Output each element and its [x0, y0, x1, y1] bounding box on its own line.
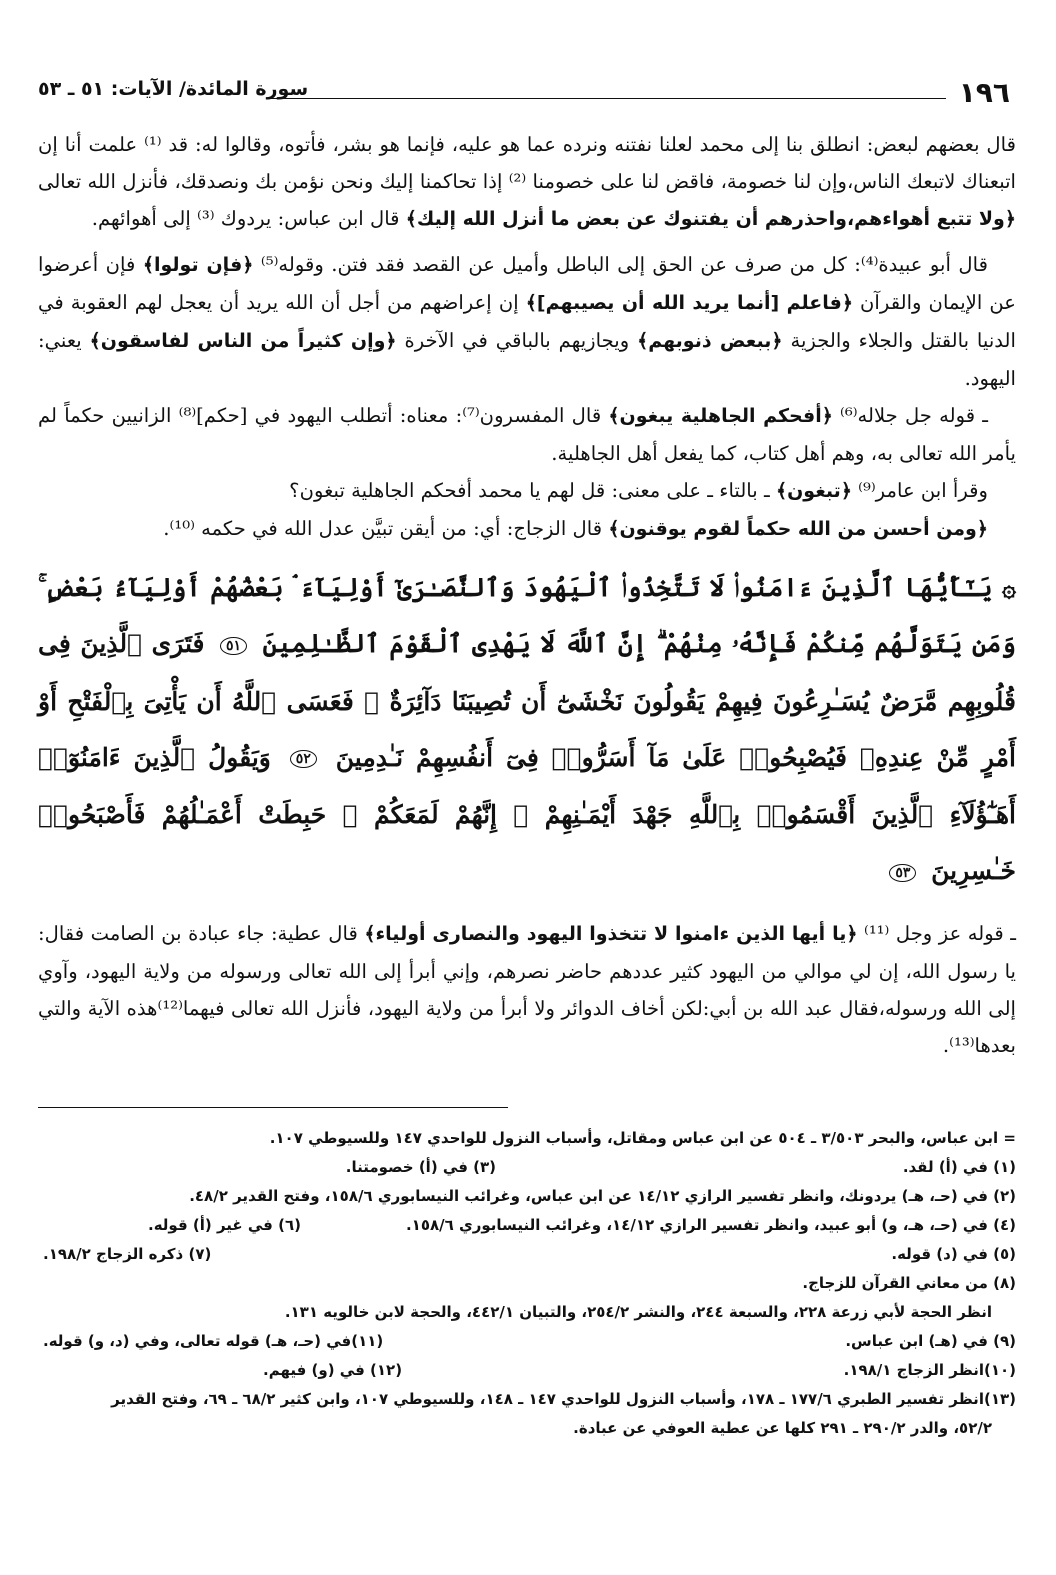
verse-53: وَيَقُولُ ٱلَّذِينَ ءَامَنُوٓا۟ أَهَـٰٓؤُلَآءِ ٱلَّذِينَ أَقْسَمُوا۟ بِٱللَّهِ جَهْدَ أَيْمَـٰنِهِمْ ۙ إِنَّهُمْ لَمَعَكُمْ ۚ حَبِطَتْ أَعْمَـٰلُهُمْ فَأَصْبَحُوا۟ خَـٰسِرِينَ [38, 742, 1016, 885]
verse-52: فَتَرَى ٱلَّذِينَ فِى قُلُوبِهِم مَّرَضٌ يُسَـٰرِعُونَ فِيهِمْ يَقُولُونَ نَخْشَىٰٓ أَن تُصِيبَنَا دَآئِرَةٌ ۚ فَعَسَى ٱللَّهُ أَن يَأْتِىَ بِٱلْفَتْحِ أَوْ أَمْرٍ مِّنْ عِندِهِۦ فَيُصْبِحُوا۟ عَلَىٰ مَآ أَسَرُّوا۟ فِىٓ أَنفُسِهِمْ نَـٰدِمِينَ [38, 629, 1016, 772]
footnote-9: (٩) في (هـ) ابن عباس. [845, 1332, 1016, 1350]
verse-51: يَـٰٓأَيُّهَا ٱلَّذِينَ ءَامَنُوا۟ لَا تَتَّخِذُوا۟ ٱلْيَهُودَ وَٱلنَّصَـٰرَىٰٓ أَوْلِيَآءَ ۘ بَعْضُهُمْ أَوْلِيَآءُ بَعْضٍ ۚ وَمَن يَتَوَلَّهُم مِّنكُمْ فَإِنَّهُۥ مِنْهُمْ ۗ إِنَّ ٱللَّهَ لَا يَهْدِى ٱلْقَوْمَ ٱلظَّـٰلِمِينَ [38, 573, 1016, 658]
footnote-5: (٥) في (د) قوله. [891, 1245, 1016, 1263]
footnote-continued: = ابن عباس، والبحر ٣/٥٠٣ ـ ٥٠٤ عن ابن عباس ومقاتل، وأسباب النزول للواحدي ١٤٧ وللسيوطي ١٠٧. [269, 1129, 1016, 1147]
quran-quote: ﴿فاعلم [أنما يريد الله أن يصيبهم]﴾ [525, 292, 853, 314]
running-title: سورة المائدة/ الآيات: ٥١ ـ ٥٣ [38, 78, 309, 100]
ayah-number: ٥٣ [889, 864, 916, 882]
ayah-number: ٥١ [220, 637, 247, 655]
footnote-2: (٢) في (حـ، هـ) يردونك، وانظر تفسير الرازي ١٤/١٢ عن ابن عباس، وغرائب النيسابوري ١٥٨/٦، وفتح القدير ٤٨/٢. [189, 1187, 1016, 1205]
quran-quote: ﴿أفحكم الجاهلية يبغون﴾ [608, 405, 833, 427]
quran-quote: ﴿فإن تولوا﴾ [142, 254, 254, 276]
quran-quote: ﴿وإن كثيراً من الناس لفاسقون﴾ [89, 330, 397, 352]
paragraph-3: ـ قوله جل جلاله⁽⁶⁾ ﴿أفحكم الجاهلية يبغون﴾ قال المفسرون⁽⁷⁾: معناه: أتطلب اليهود في [حكم]⁽⁸⁾ الزانيين حكماً لم يأمر الله تعالى به، وهم أهل كتاب، كما يفعل أهل الجاهلية. [38, 404, 1016, 465]
footnote-10: (١٠)انظر الزجاج ١٩٨/١. [843, 1361, 1016, 1379]
quran-quote: ﴿تبغون﴾ [775, 480, 852, 502]
ayah-number: ٥٢ [290, 750, 317, 768]
paragraph-2: قال أبو عبيدة⁽⁴⁾: كل من صرف عن الحق إلى الباطل وأميل عن القصد فقد فتن. وقوله⁽⁵⁾ ﴿فإن تولوا﴾ فإن أعرضوا عن الإيمان والقرآن ﴿فاعلم [أنما يريد الله أن يصيبهم]﴾ إن إعراضهم من أجل أن الله يريد أن يعجل لهم العقوبة في الدنيا بالقتل والجلاء والجزية ﴿ببعض ذنوبهم﴾ ويجازيهم بالباقي في الآخرة ﴿وإن كثيراً من الناس لفاسقون﴾ يعني: اليهود. [38, 253, 1016, 390]
paragraph-4: وقرأ ابن عامر⁽⁹⁾ ﴿تبغون﴾ ـ بالتاء ـ على معنى: قل لهم يا محمد أفحكم الجاهلية تبغون؟ [289, 479, 988, 502]
header-rule [270, 98, 946, 99]
footnote-11: (١١)في (حـ، هـ) قوله تعالى، وفي (د، و) قوله. [43, 1332, 384, 1350]
page-number: ١٩٦ [958, 76, 1010, 109]
footnote-13: (١٣)انظر تفسير الطبري ١٧٧/٦ ـ ١٧٨، وأسباب النزول للواحدي ١٤٧ ـ ١٤٨، وللسيوطي ١٠٧، وابن كثير ٦٨/٢ ـ ٦٩، وفتح القدير [111, 1390, 1016, 1408]
quran-quote: ﴿ولا تتبع أهواءهم،واحذرهم أن يفتنوك عن بعض ما أنزل الله إليك﴾ [405, 208, 1016, 230]
footnote-13-continued: ٥٢/٢، والدر ٢٩٠/٢ ـ ٢٩١ كلها عن عطية العوفي عن عبادة. [573, 1419, 992, 1437]
paragraph-1: قال بعضهم لبعض: انطلق بنا إلى محمد لعلنا نفتنه ونرده عما هو عليه، فإنما هو بشر، فأتوه، وقالوا له: قد ⁽¹⁾ علمت أنا إن اتبعناك لاتبعك الناس،وإن لنا خصومة، فاقض لنا على خصومنا ⁽²⁾ إذا تحاكمنا إليك ونحن نؤمن بك ونصدقك، فأنزل الله تعالى ﴿ولا تتبع أهواءهم،واحذرهم أن يفتنوك عن بعض ما أنزل الله إليك﴾ قال ابن عباس: يردوك ⁽³⁾ إلى أهوائهم. [38, 133, 1017, 230]
footnote-6: (٦) في غير (أ) قوله. [148, 1216, 301, 1234]
quran-quote: ﴿ببعض ذنوبهم﴾ [637, 330, 783, 352]
footnote-rule [38, 1107, 508, 1108]
quran-quote: ﴿ومن أحسن من الله حكماً لقوم يوقنون﴾ [608, 518, 988, 540]
paragraph-6: ـ قوله عز وجل ⁽¹¹⁾ ﴿يا أيها الذين ءامنوا لا تتخذوا اليهود والنصارى أولياء﴾ قال عطية: جاء عبادة بن الصامت فقال: يا رسول الله، إن لي موالي من اليهود كثير عددهم حاضر نصرهم، وإني أبرأ إلى الله تعالى ورسوله من ولاية اليهود، وآوي إلى الله ورسوله،فقال عبد الله بن أبي:لكن أخاف الدوائر ولا أبرأ من ولاية اليهود، فأنزل الله تعالى فيهما⁽¹²⁾هذه الآية والتي بعدها⁽¹³⁾. [38, 921, 1016, 1057]
book-page [38, 0, 1016, 1575]
quran-quote: ﴿يا أيها الذين ءامنوا لا تتخذوا اليهود والنصارى أولياء﴾ [364, 922, 858, 945]
footnote-4: (٤) في (حـ، هـ، و) أبو عبيد، وانظر تفسير الرازي ١٤/١٢، وغرائب النيسابوري ١٥٨/٦. [405, 1216, 1016, 1234]
footnote-8-continued: انظر الحجة لأبي زرعة ٢٢٨، والسبعة ٢٤٤، والنشر ٢٥٤/٢، والتبيان ٤٤٢/١، والحجة لابن خالويه ١٣١. [284, 1303, 992, 1321]
footnote-3: (٣) في (أ) خصومتنا. [345, 1158, 496, 1176]
footnote-8: (٨) من معاني القرآن للزجاج. [802, 1274, 1016, 1292]
page-header [38, 74, 1016, 114]
footnote-12: (١٢) في (و) فيهم. [263, 1361, 403, 1379]
footnotes [38, 1124, 1016, 1443]
main-text [38, 126, 1016, 1064]
quran-verses [38, 560, 1016, 901]
footnote-1: (١) في (أ) لقد. [902, 1158, 1016, 1176]
paragraph-5: ﴿ومن أحسن من الله حكماً لقوم يوقنون﴾ قال الزجاج: أي: من أيقن تبيَّن عدل الله في حكمه ⁽¹⁰⁾. [163, 517, 988, 540]
rub-el-hizb-icon: ۞ [1001, 573, 1016, 602]
footnote-7: (٧) ذكره الزجاج ١٩٨/٢. [43, 1245, 212, 1263]
